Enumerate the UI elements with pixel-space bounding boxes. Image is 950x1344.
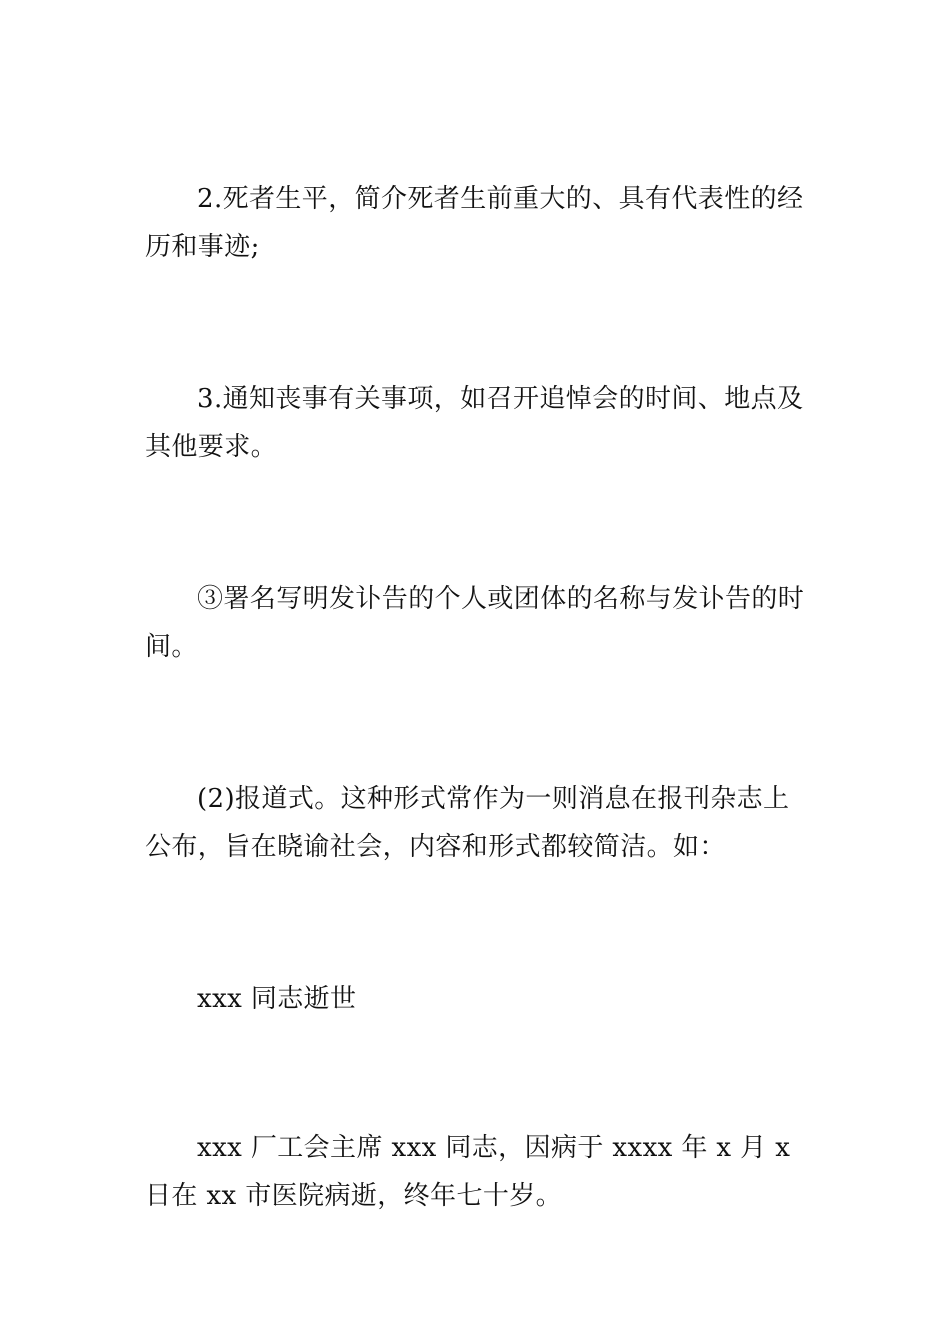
paragraph-funeral-notice: 3.通知丧事有关事项，如召开追悼会的时间、地点及其他要求。 [145, 384, 804, 462]
example-body: xxx 厂工会主席 xxx 同志，因病于 xxxx 年 x 月 x 日在 xx 市医院病逝，终年七十岁。 [145, 1133, 791, 1211]
paragraph-deceased-biography: 2.死者生平，简介死者生前重大的、具有代表性的经历和事迹; [145, 184, 804, 262]
example-heading: xxx 同志逝世 [197, 984, 357, 1014]
paragraph-report-style: (2)报道式。这种形式常作为一则消息在报刊杂志上公布，旨在晓谕社会，内容和形式都较简洁。如： [145, 784, 790, 862]
paragraph-signature-rule: ③署名写明发讣告的个人或团体的名称与发讣告的时间。 [145, 584, 805, 662]
